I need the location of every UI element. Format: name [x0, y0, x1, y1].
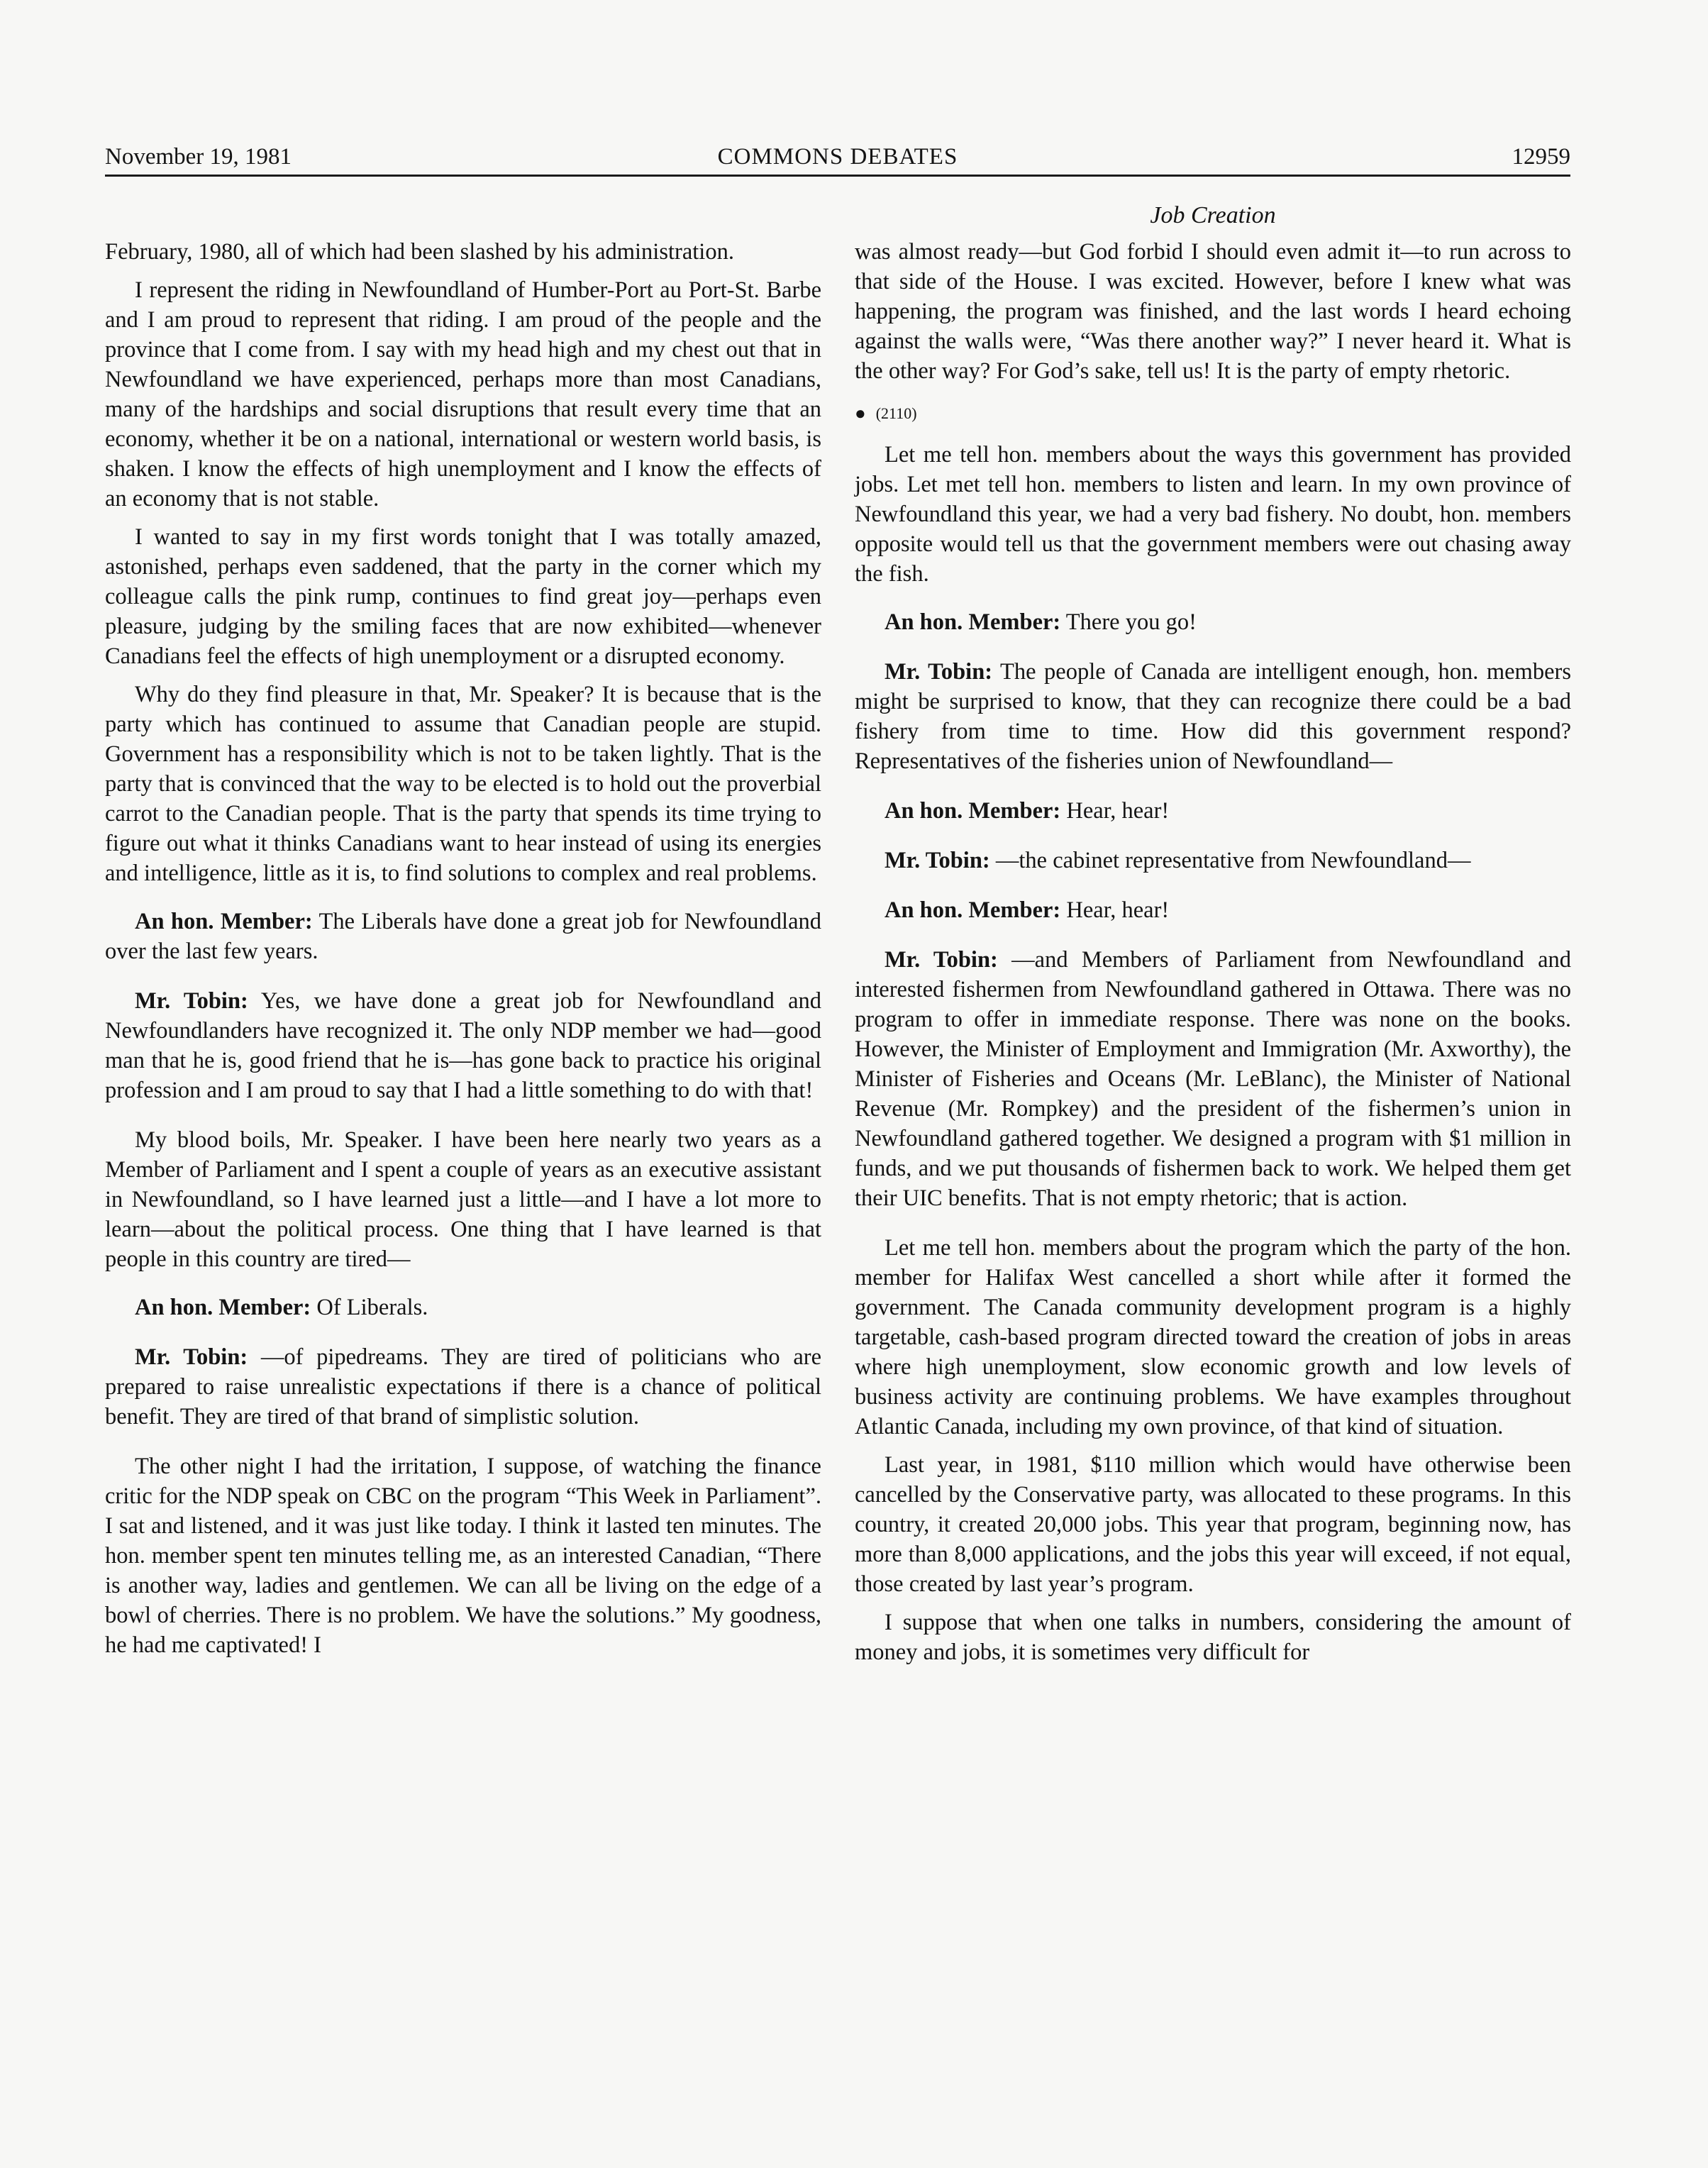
- speaker: Mr. Tobin:: [135, 1344, 248, 1370]
- paragraph: My blood boils, Mr. Speaker. I have been here nearly two years as a Member of Parliament and I spent a couple of years as an executive assistant in Newfoundland, so I have learned just a little—and I have a lot more to learn—about the political process. One thing that I have learned is that people in this country are tired—: [105, 1127, 821, 1272]
- speaker: An hon. Member:: [135, 1295, 311, 1320]
- exchange: [855, 657, 1571, 776]
- speaker: Mr. Tobin:: [884, 947, 998, 973]
- right-column: [855, 237, 1571, 1676]
- header-rule: [105, 175, 1570, 177]
- header-date: November 19, 1981: [105, 144, 292, 170]
- speech: Yes, we have done a great job for Newfoundland and Newfoundlanders have recognized it. The only NDP member we had—good man that he is, good friend that he is—has gone back to practice his original profession and I am proud to say that I had a little something to do with that!: [105, 988, 821, 1103]
- paragraph: Why do they find pleasure in that, Mr. Speaker? It is because that is the party which has continued to assume that Canadian people are stupid. Government has a responsibility which is not to be taken lightly. That is the party that is convinced that the way to be elected is to hold out the proverbial carrot to the Canadian people. That is the party that spends its time trying to figure out what it thinks Canadians want to hear instead of using its energies and intelligence, little as it is, to find solutions to complex and real problems.: [105, 682, 821, 886]
- exchange: [855, 846, 1571, 875]
- speaker: Mr. Tobin:: [135, 988, 248, 1014]
- time-marker: [855, 403, 1571, 424]
- speaker: An hon. Member:: [135, 909, 313, 934]
- speech: —and Members of Parliament from Newfoundland and interested fishermen from Newfoundland gathered in Ottawa. There was no program to offer in immediate response. There was none on the books. However, the Minister of Employment and Immigration (Mr. Axworthy), the Minister of Fisheries and Oceans (Mr. LeBlanc), the Minister of National Revenue (Mr. Rompkey) and the president of the fishermen’s union in Newfoundland gathered together. We designed a program with $1 million in funds, and we put thousands of fishermen back to work. We helped them get their UIC benefits. That is not empty rhetoric; that is action.: [855, 947, 1572, 1211]
- exchange: [855, 796, 1571, 826]
- exchange: [105, 986, 821, 1105]
- left-column: [105, 237, 821, 1669]
- exchange: [105, 1342, 821, 1432]
- speaker: Mr. Tobin:: [884, 848, 990, 873]
- exchange: [105, 907, 821, 966]
- paragraph: I wanted to say in my first words tonight that I was totally amazed, astonished, perhaps even saddened, that the party in the corner which my colleague calls the pink rump, continues to find great joy—perhaps even pleasure, judging by the smiling faces that are now exhibited—whenever Canadians feel the effects of high unemployment or a disrupted economy.: [105, 524, 821, 669]
- speech: Of Liberals.: [311, 1295, 428, 1320]
- speaker: An hon. Member:: [884, 897, 1061, 923]
- paragraph: Let me tell hon. members about the ways this government has provided jobs. Let met tell hon. members to listen and learn. In my own province of Newfoundland this year, we had a very bad fishery. No doubt, hon. members opposite would tell us that the government members were out chasing away the fish.: [855, 442, 1571, 587]
- speech: —of pipedreams. They are tired of politicians who are prepared to raise unrealistic expectations if there is a chance of political benefit. They are tired of that brand of simplistic solution.: [105, 1344, 821, 1429]
- exchange: [105, 1293, 821, 1322]
- speech: Hear, hear!: [1060, 897, 1170, 923]
- time-marker-label: (2110): [875, 404, 917, 422]
- paragraph: was almost ready—but God forbid I should even admit it—to run across to that side of the House. I was excited. However, before I knew what was happening, the program was finished, and the last words I heard echoing against the walls were, “Was there another way?” I never heard it. What is the other way? For God’s sake, tell us! It is the party of empty rhetoric.: [855, 239, 1571, 384]
- exchange: [855, 607, 1571, 637]
- paragraph: Let me tell hon. members about the program which the party of the hon. member for Halifax West cancelled a short while after it formed the government. The Canada community development program is a highly targetable, cash-based program directed toward the creation of jobs in areas where high unemployment, slow economic growth and low levels of business activity are continuing problems. We have examples throughout Atlantic Canada, including my own province, of that kind of situation.: [855, 1235, 1571, 1439]
- paragraph: February, 1980, all of which had been slashed by his administration.: [105, 239, 734, 265]
- subject-heading: Job Creation: [1150, 202, 1276, 228]
- speech: The people of Canada are intelligent enough, hon. members might be surprised to know, that they can recognize there could be a bad fishery from time to time. How did this government respond? Representatives of the fisheries union of Newfoundland—: [855, 659, 1571, 774]
- paragraph: I suppose that when one talks in numbers, considering the amount of money and jobs, it is sometimes very difficult for: [855, 1610, 1571, 1665]
- speaker: Mr. Tobin:: [884, 659, 993, 685]
- speaker: An hon. Member:: [884, 798, 1061, 824]
- speaker: An hon. Member:: [884, 609, 1061, 635]
- paragraph: Last year, in 1981, $110 million which would have otherwise been cancelled by the Conservative party, was allocated to these programs. In this country, it created 20,000 jobs. This year that program, beginning now, has more than 8,000 applications, and the jobs this year will exceed, if not equal, those created by last year’s program.: [855, 1452, 1571, 1597]
- exchange: [855, 895, 1571, 925]
- speech: There you go!: [1060, 609, 1197, 635]
- bullet-icon: ●: [855, 403, 866, 424]
- speech: Hear, hear!: [1060, 798, 1170, 824]
- exchange: [855, 945, 1571, 1213]
- page-header: [105, 140, 1570, 173]
- page-number: 12959: [1512, 144, 1570, 170]
- paragraph: I represent the riding in Newfoundland of Humber-Port au Port-St. Barbe and I am proud to represent that riding. I am proud of the people and the province that I come from. I say with my head high and my chest out that in Newfoundland we have experienced, perhaps more than most Canadians, many of the hardships and social disruptions that result every time that an economy, whether it be on a national, international or western world basis, is shaken. I know the effects of high unemployment and I know the effects of an economy that is not stable.: [105, 277, 821, 511]
- speech: —the cabinet representative from Newfoundland—: [989, 848, 1471, 873]
- speech: The Liberals have done a great job for Newfoundland over the last few years.: [105, 909, 821, 964]
- paragraph: The other night I had the irritation, I suppose, of watching the finance critic for the NDP speak on CBC on the program “This Week in Parliament”. I sat and listened, and it was just like today. I think it lasted ten minutes. The hon. member spent ten minutes telling me, as an interested Canadian, “There is another way, ladies and gentlemen. We can all be living on the edge of a bowl of cherries. There is no problem. We have the solutions.” My goodness, he had me captivated! I: [105, 1454, 821, 1658]
- header-title: COMMONS DEBATES: [717, 144, 958, 170]
